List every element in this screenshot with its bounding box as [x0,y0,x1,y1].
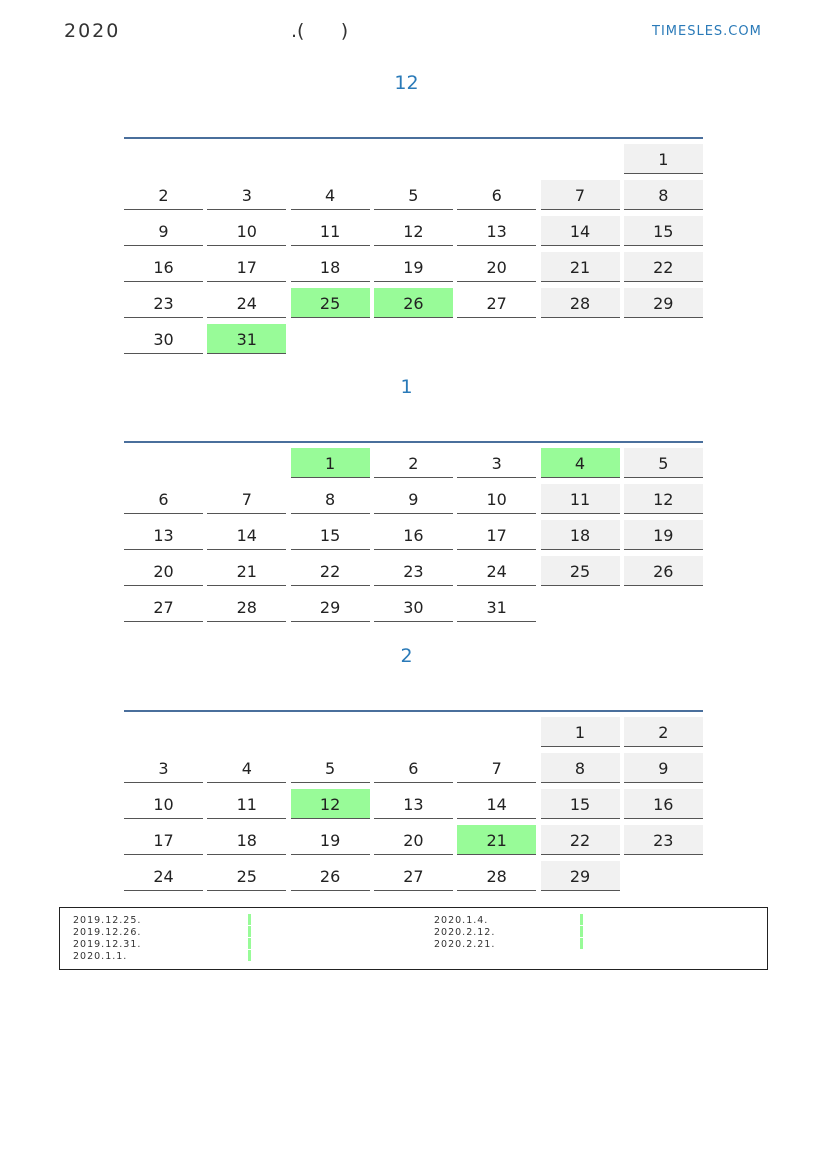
day-cell: 2 [624,717,703,747]
day-cell: 1 [291,448,370,478]
day-cell: 10 [457,484,536,514]
day-cell: 1 [541,717,620,747]
day-cell: 26 [291,861,370,891]
legend-date: 2020.2.12. [434,927,496,938]
day-cell: 12 [624,484,703,514]
day-cell: 28 [457,861,536,891]
day-cell: 24 [457,556,536,586]
day-cell: 18 [291,252,370,282]
legend-holiday-marker [248,950,251,961]
month-grid-feb [124,710,703,895]
day-cell: 16 [374,520,453,550]
day-cell: 26 [624,556,703,586]
header-year: 2020 [64,20,121,42]
legend-holiday-marker [580,914,583,925]
day-cell: 21 [541,252,620,282]
day-cell: 5 [374,180,453,210]
header-title: .( ) [291,20,349,42]
day-cell: 17 [207,252,286,282]
day-cell: 4 [207,753,286,783]
day-cell: 7 [457,753,536,783]
legend-holiday-marker [248,914,251,925]
day-cell: 17 [457,520,536,550]
month-rule [124,137,703,139]
day-cell: 8 [291,484,370,514]
day-cell: 2 [124,180,203,210]
legend-date: 2019.12.25. [73,915,142,926]
day-cell: 29 [541,861,620,891]
day-cell: 2 [374,448,453,478]
day-cell: 23 [124,288,203,318]
day-cell: 12 [374,216,453,246]
day-cell: 19 [624,520,703,550]
day-cell: 17 [124,825,203,855]
day-cell: 9 [624,753,703,783]
legend-date: 2020.2.21. [434,939,496,950]
day-cell: 15 [291,520,370,550]
month-grid-jan [124,441,703,626]
month-grid-dec [124,137,703,357]
day-cell: 6 [457,180,536,210]
day-cell: 18 [207,825,286,855]
legend-holiday-marker [580,926,583,937]
holiday-legend [59,907,768,970]
legend-holiday-marker [248,926,251,937]
day-cell: 28 [541,288,620,318]
day-cell: 20 [124,556,203,586]
day-cell: 3 [457,448,536,478]
legend-date: 2020.1.1. [73,951,128,962]
site-link[interactable]: TIMESLES.COM [652,24,762,39]
day-cell: 14 [541,216,620,246]
month-rule [124,441,703,443]
legend-holiday-marker [580,938,583,949]
month-title-jan: 1 [400,376,413,398]
day-cell: 20 [374,825,453,855]
day-cell: 20 [457,252,536,282]
month-rule [124,710,703,712]
legend-date: 2019.12.31. [73,939,142,950]
day-cell: 5 [291,753,370,783]
day-cell: 29 [624,288,703,318]
day-cell: 5 [624,448,703,478]
day-cell: 4 [541,448,620,478]
day-cell: 27 [124,592,203,622]
day-cell: 1 [624,144,703,174]
day-cell: 19 [291,825,370,855]
day-cell: 11 [541,484,620,514]
day-cell: 25 [541,556,620,586]
day-cell: 23 [374,556,453,586]
day-cell: 30 [374,592,453,622]
day-cell: 25 [291,288,370,318]
day-cell: 10 [124,789,203,819]
day-cell: 3 [207,180,286,210]
day-cell: 11 [291,216,370,246]
day-cell: 28 [207,592,286,622]
day-cell: 4 [291,180,370,210]
day-cell: 13 [124,520,203,550]
day-cell: 21 [207,556,286,586]
day-cell: 27 [457,288,536,318]
day-cell: 15 [624,216,703,246]
day-cell: 30 [124,324,203,354]
legend-date: 2020.1.4. [434,915,489,926]
day-cell: 7 [541,180,620,210]
day-cell: 16 [124,252,203,282]
day-cell: 18 [541,520,620,550]
day-cell: 29 [291,592,370,622]
day-cell: 22 [541,825,620,855]
day-cell: 26 [374,288,453,318]
day-cell: 6 [374,753,453,783]
day-cell: 13 [374,789,453,819]
day-cell: 31 [207,324,286,354]
day-cell: 15 [541,789,620,819]
day-cell: 6 [124,484,203,514]
day-cell: 3 [124,753,203,783]
day-cell: 21 [457,825,536,855]
day-cell: 25 [207,861,286,891]
day-cell: 27 [374,861,453,891]
day-cell: 13 [457,216,536,246]
day-cell: 8 [541,753,620,783]
day-cell: 23 [624,825,703,855]
day-cell: 31 [457,592,536,622]
legend-date: 2019.12.26. [73,927,142,938]
day-cell: 10 [207,216,286,246]
day-cell: 24 [124,861,203,891]
day-cell: 24 [207,288,286,318]
day-cell: 14 [457,789,536,819]
day-cell: 7 [207,484,286,514]
day-cell: 22 [624,252,703,282]
month-title-feb: 2 [400,645,413,667]
day-cell: 16 [624,789,703,819]
day-cell: 9 [374,484,453,514]
day-cell: 19 [374,252,453,282]
day-cell: 14 [207,520,286,550]
day-cell: 12 [291,789,370,819]
month-title-dec: 12 [394,72,419,94]
day-cell: 9 [124,216,203,246]
day-cell: 8 [624,180,703,210]
legend-holiday-marker [248,938,251,949]
day-cell: 22 [291,556,370,586]
day-cell: 11 [207,789,286,819]
